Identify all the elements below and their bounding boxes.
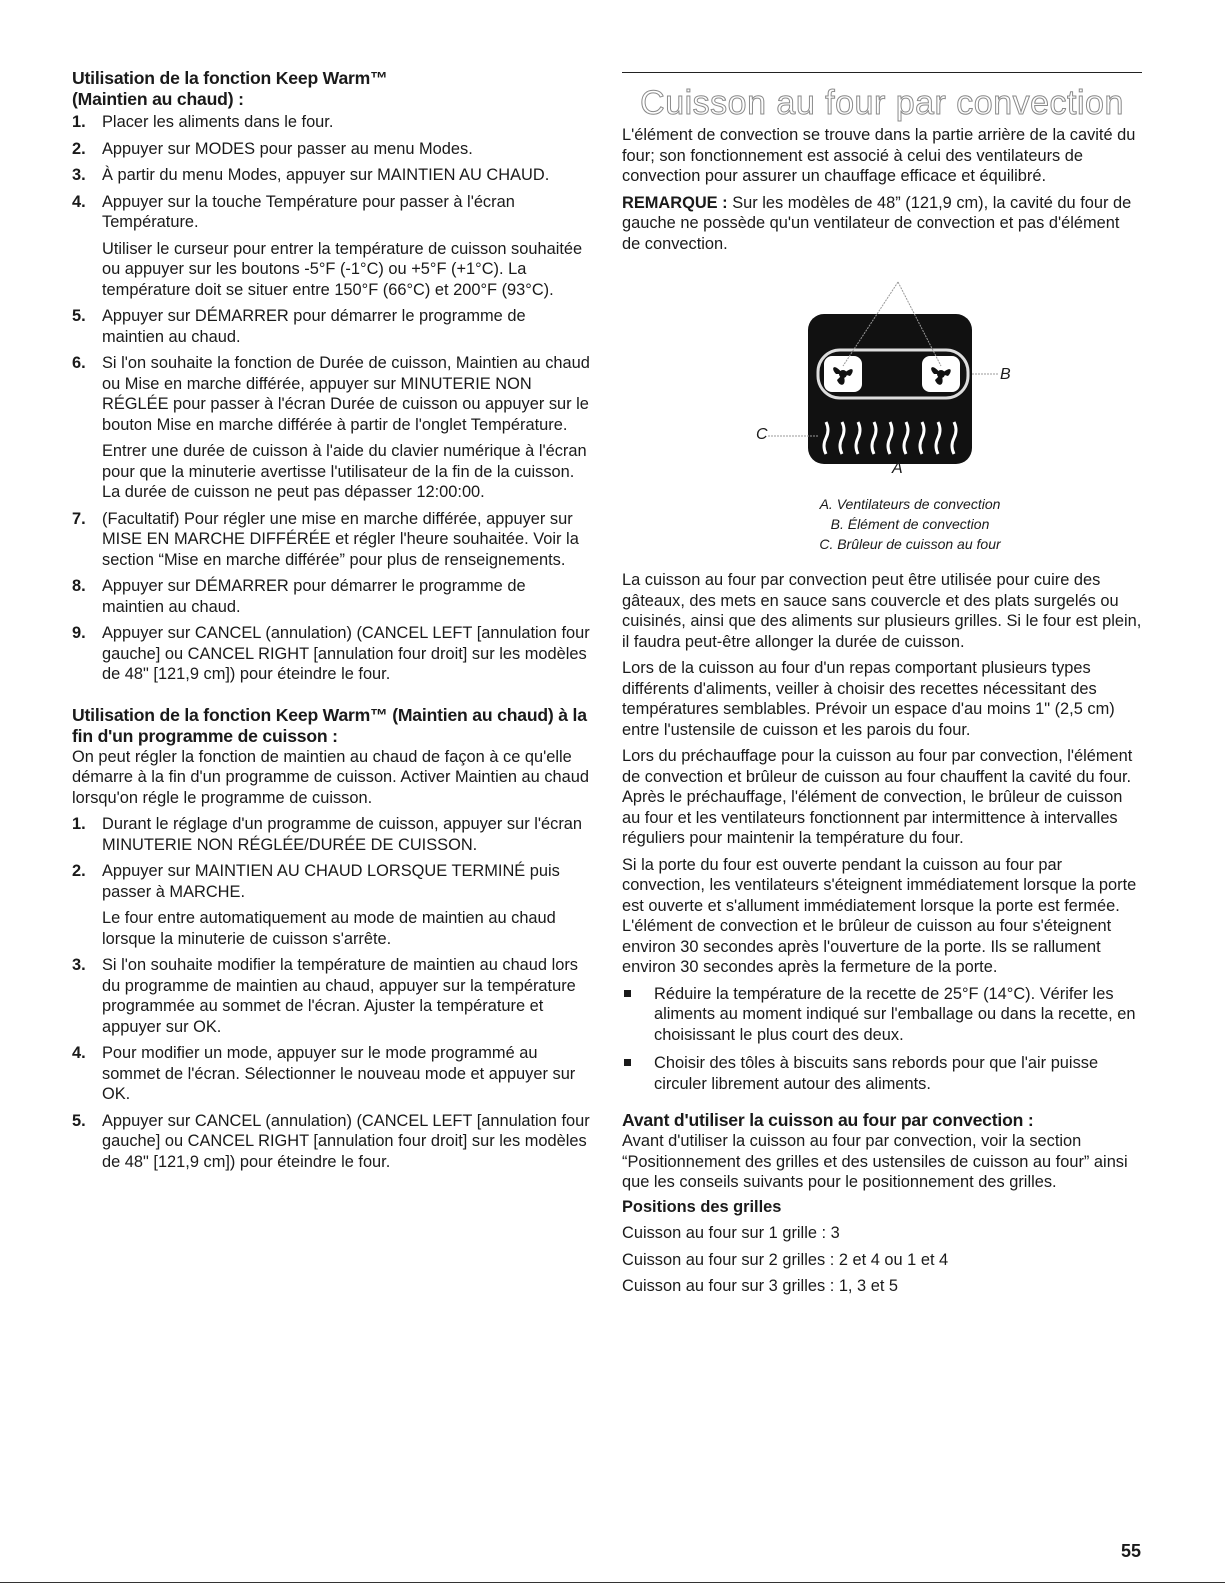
bottom-rule <box>0 1582 1225 1583</box>
list-item: 4. Appuyer sur la touche Température pour passer à l'écran Température. Utiliser le curseur pour entrer la température de cuisson souhaitée ou appuyer sur les boutons -5°F (-1°C) ou +5°F (+1°C). La température doit se situer entre 150°F (66°C) et 200°F (93°C). <box>72 192 590 301</box>
label-c: C <box>756 426 768 443</box>
keep-warm-end-heading: Utilisation de la fonction Keep Warm™ (Maintien au chaud) à la fin d'un programme de cuisson : <box>72 704 587 746</box>
list-item: Choisir des tôles à biscuits sans rebords pour que l'air puisse circuler librement autour des aliments. <box>622 1053 1142 1094</box>
convection-intro: L'élément de convection se trouve dans la partie arrière de la cavité du four; son fonctionnement est associé à celui des ventilateurs de convection pour assurer un chauffage efficace et équilibré. <box>622 126 1136 185</box>
note-label: REMARQUE : <box>622 193 728 212</box>
list-item-note: Utiliser le curseur pour entrer la température de cuisson souhaitée ou appuyer sur les boutons -5°F (-1°C) ou +5°F (+1°C). La température doit se situer entre 150°F (66°C) et 200°F (93°C). <box>102 239 583 299</box>
section-rule <box>622 72 1142 73</box>
legend-item: A. Ventilateurs de convection <box>819 496 1001 512</box>
list-item: 5. Appuyer sur DÉMARRER pour démarrer le programme de maintien au chaud. <box>72 307 526 346</box>
list-item: 8. Appuyer sur DÉMARRER pour démarrer le programme de maintien au chaud. <box>72 577 526 616</box>
list-item: 1. Placer les aliments dans le four. <box>72 113 334 131</box>
convection-para-meals: Lors de la cuisson au four d'un repas comportant plusieurs types différents d'aliments, veiller à choisir des recettes nécessitant des températures semblables. Prévoir un espace d'au moins 1" (2,5 cm) entre l'ustensile de cuisson et les parois du four. <box>622 659 1115 739</box>
convection-para-door: Si la porte du four est ouverte pendant la cuisson au four par convection, les ventilateurs s'éteignent immédiatement lorsque la porte est ouverte et s'allument immédiatement lorsque la porte est fermée. L'élément de convection et le brûleur de cuisson au four s'éteignent environ 30 secondes après l'ouverture de la porte. Ils se rallument environ 30 secondes après la fermeture de la porte. <box>622 855 1137 976</box>
list-item: 3. À partir du menu Modes, appuyer sur MAINTIEN AU CHAUD. <box>72 166 550 184</box>
fan-icon <box>922 356 960 392</box>
convection-diagram <box>622 254 1142 534</box>
list-item: 6. Si l'on souhaite la fonction de Durée de cuisson, Maintien au chaud ou Mise en marche différée, appuyer sur MINUTERIE NON RÉGLÉE pour passer à l'écran Durée de cuisson ou appuyer sur le bouton Mise en marche différée à partir de l'onglet Température. Entrer une durée de cuisson à l'aide du clavier numérique à l'écran pour que la minuterie avertisse l'utilisateur de la fin de la cuisson. La durée de cuisson ne peut pas dépasser 12:00:00. <box>72 354 590 501</box>
list-item: 2. Appuyer sur MAINTIEN AU CHAUD LORSQUE TERMINÉ puis passer à MARCHE. Le four entre automatiquement au mode de maintien au chaud lorsque la minuterie de cuisson s'arrête. <box>72 861 590 949</box>
keep-warm-heading: Utilisation de la fonction Keep Warm™ (Maintien au chaud) : <box>72 68 388 109</box>
list-item-note: Entrer une durée de cuisson à l'aide du clavier numérique à l'écran pour que la minuterie avertisse l'utilisateur de la fin de la cuisson. La durée de cuisson ne peut pas dépasser 12:00:00. <box>102 442 587 501</box>
list-item: 1. Durant le réglage d'un programme de cuisson, appuyer sur l'écran MINUTERIE NON RÉGLÉE/DURÉE DE CUISSON. <box>72 815 583 854</box>
list-item: 4. Pour modifier un mode, appuyer sur le mode programmé au sommet de l'écran. Sélectionner le nouveau mode et appuyer sur OK. <box>72 1044 576 1103</box>
list-item: 9. Appuyer sur CANCEL (annulation) (CANCEL LEFT [annulation four gauche] ou CANCEL RIGHT [annulation four droit] sur les modèles de 48" [121,9 cm]) pour éteindre le four. <box>72 624 590 683</box>
oven-diagram-svg <box>622 262 1142 484</box>
convection-para-preheat: Lors du préchauffage pour la cuisson au four par convection, l'élément de convection et brûleur de cuisson au four chauffent la cavité du four. Après le préchauffage, l'élément de convection, le brûleur de cuisson au four et les ventilateurs fonctionnent par intermittence à intervalles réguliers pour maintenir la température du four. <box>622 747 1133 847</box>
legend-item: C. Brûleur de cuisson au four <box>819 536 1001 552</box>
list-item: 7. (Facultatif) Pour régler une mise en marche différée, appuyer sur MISE EN MARCHE DIFFÉRÉE et régler l'heure souhaitée. Voir la section “Mise en marche différée” pour plus de renseignements. <box>72 509 579 569</box>
rack-position-item: Cuisson au four sur 3 grilles : 1, 3 et 5 <box>622 1277 899 1295</box>
convection-para-uses: La cuisson au four par convection peut être utilisée pour cuire des gâteaux, des mets en sauce sans couvercle et des plats surgelés ou cuisinés, ainsi que des aliments sur plusieurs grilles. Si le four est plein, il faudra peut-être allonger la durée de cuisson. <box>622 571 1142 651</box>
list-item: 3. Si l'on souhaite modifier la température de maintien au chaud lors du programme de maintien au chaud, appuyer sur la température programmée au sommet de l'écran. Ajuster la température et appuyer sur OK. <box>72 956 578 1036</box>
keep-warm-end-intro: On peut régler la fonction de maintien au chaud de façon à ce qu'elle démarre à la fin d'un programme de cuisson. Activer Maintien au chaud lorsqu'on régle le programme de cuisson. <box>72 747 589 807</box>
label-b: B <box>1000 366 1011 383</box>
legend-item: B. Élément de convection <box>830 516 990 532</box>
left-column <box>72 68 590 1178</box>
convection-note: REMARQUE : Sur les modèles de 48” (121,9 cm), la cavité du four de gauche ne possède qu'un ventilateur de convection et pas d'élément de convection. <box>622 193 1132 253</box>
fan-icon <box>824 356 862 392</box>
list-item: Réduire la température de la recette de 25°F (14°C). Vérifer les aliments au moment indiqué sur l'emballage ou dans la recette, en choisissant le plus court des deux. <box>622 984 1142 1046</box>
right-column <box>622 72 1142 1297</box>
before-convection-text: Avant d'utiliser la cuisson au four par convection, voir la section “Positionnement des grilles et des ustensiles de cuisson au four” ainsi que les conseils suivants pour le positionnement des grilles. <box>622 1132 1128 1191</box>
convection-tips <box>622 984 1142 1095</box>
keep-warm-steps <box>72 112 590 685</box>
bullet-square-icon <box>624 990 631 997</box>
before-convection-heading: Avant d'utiliser la cuisson au four par convection : <box>622 1110 1034 1130</box>
keep-warm-end-steps <box>72 814 590 1172</box>
rack-positions-title: Positions des grilles <box>622 1197 782 1216</box>
bullet-square-icon <box>624 1059 631 1066</box>
rack-position-item: Cuisson au four sur 2 grilles : 2 et 4 ou 1 et 4 <box>622 1250 949 1269</box>
page-number: 55 <box>1120 1541 1141 1561</box>
list-item-note: Le four entre automatiquement au mode de maintien au chaud lorsque la minuterie de cuisson s'arrête. <box>102 909 556 948</box>
list-item: 5. Appuyer sur CANCEL (annulation) (CANCEL LEFT [annulation four gauche] ou CANCEL RIGHT [annulation four droit] sur les modèles de 48" [121,9 cm]) pour éteindre le four. <box>72 1111 590 1171</box>
label-a: A <box>892 460 903 477</box>
section-title: Cuisson au four par convection <box>640 84 1124 122</box>
rack-position-item: Cuisson au four sur 1 grille : 3 <box>622 1224 840 1242</box>
list-item: 2. Appuyer sur MODES pour passer au menu Modes. <box>72 139 473 158</box>
